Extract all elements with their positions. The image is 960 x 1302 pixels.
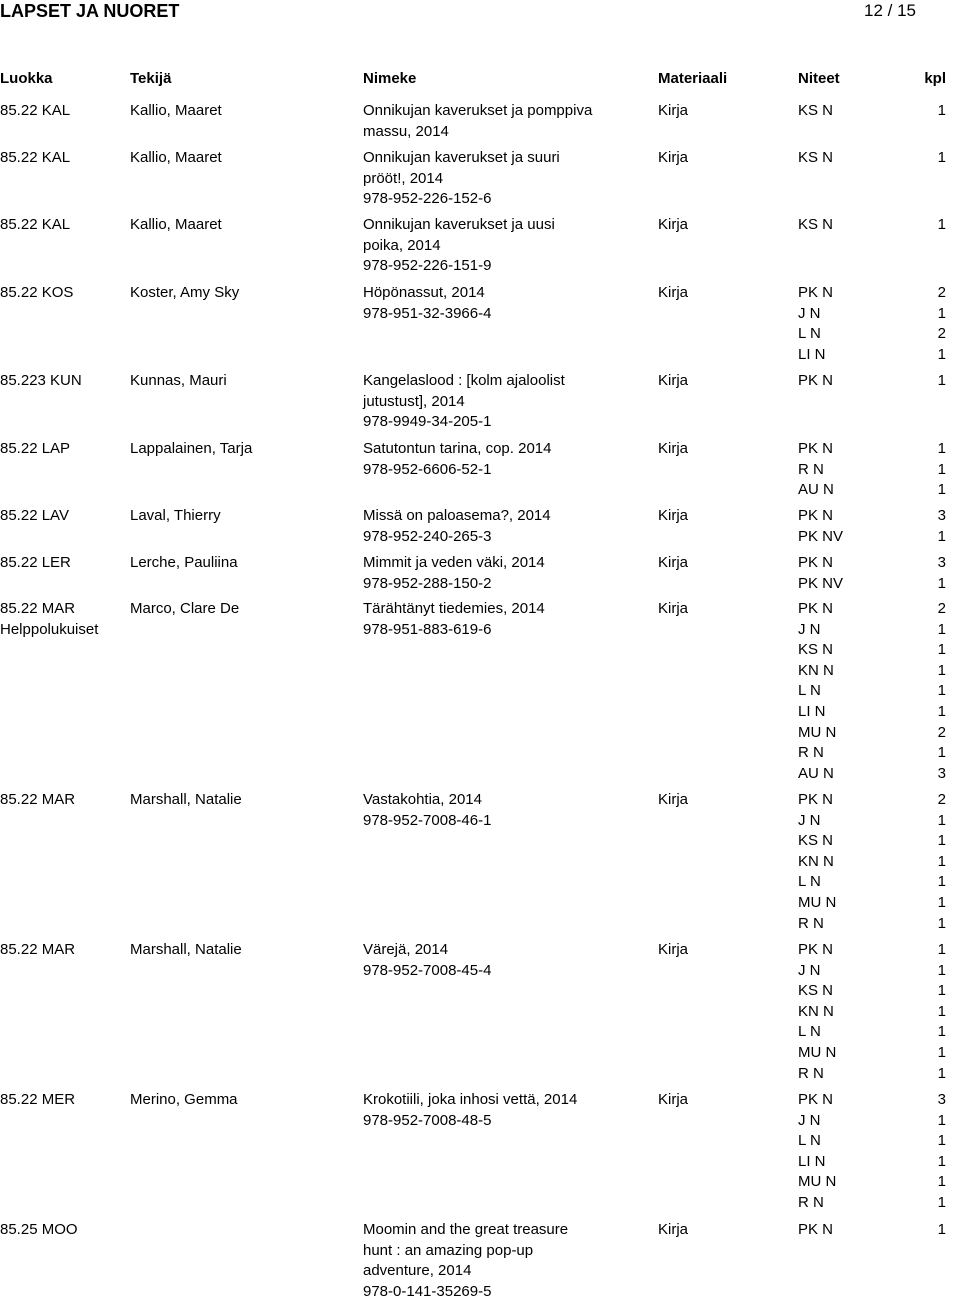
call-number: 85.22 KAL (0, 216, 71, 233)
author: Lappalainen, Tarja (130, 440, 253, 457)
copies-count-cell (938, 790, 946, 934)
copies-location: KS N (798, 832, 834, 850)
copies-location-cell (798, 599, 836, 784)
copies-count: 3 (937, 554, 946, 571)
copies-count: 1 (937, 1132, 946, 1150)
call-number-cell (0, 283, 73, 304)
copies-count-cell (938, 506, 946, 547)
author-cell (130, 506, 221, 527)
author: Koster, Amy Sky (130, 284, 240, 301)
copies-location: MU N (798, 723, 837, 741)
copies-location: PK NV (798, 574, 844, 592)
copies-location-cell (798, 506, 843, 547)
title-cell (363, 506, 653, 547)
material-type: Kirja (658, 149, 689, 166)
copies-count: 1 (937, 216, 946, 233)
call-number-cell (0, 599, 98, 640)
copies-count: 1 (937, 527, 946, 545)
copies-location: J N (798, 961, 821, 979)
copies-count: 1 (937, 440, 946, 457)
title: massu, 2014 (363, 122, 449, 140)
copies-count: 1 (937, 961, 946, 979)
material-type: Kirja (658, 554, 689, 571)
title: jutustust], 2014 (363, 392, 465, 410)
copies-location: PK N (798, 284, 834, 301)
author-cell (130, 371, 227, 392)
author: Kallio, Maaret (130, 102, 222, 119)
copies-location: PK N (798, 1221, 834, 1238)
copies-count: 2 (937, 723, 946, 741)
copies-location-cell (798, 790, 836, 934)
call-number-cell (0, 553, 71, 574)
title: Onnikujan kaverukset ja pomppiva (363, 102, 593, 119)
copies-location: PK NV (798, 527, 844, 545)
author: Kallio, Maaret (130, 216, 222, 233)
copies-count: 1 (937, 661, 946, 679)
title: Höpönassut, 2014 (363, 284, 485, 301)
title-cell (363, 283, 653, 324)
title: Moomin and the great treasure (363, 1221, 569, 1238)
call-number-cell (0, 790, 75, 811)
copies-count: 2 (937, 600, 946, 617)
title: 978-952-6606-52-1 (363, 460, 492, 478)
title: poika, 2014 (363, 236, 441, 254)
call-number: 85.22 LAP (0, 440, 71, 457)
copies-location: L N (798, 325, 821, 343)
column-header-nimeke: Nimeke (363, 70, 417, 87)
title: Satutontun tarina, cop. 2014 (363, 440, 552, 457)
copies-count: 3 (937, 507, 946, 524)
author-cell (130, 101, 222, 122)
copies-count: 1 (937, 1043, 946, 1061)
copies-location: PK N (798, 791, 834, 808)
title-cell (363, 553, 653, 594)
copies-location-cell (798, 940, 836, 1084)
call-number-cell (0, 148, 70, 169)
title-cell (363, 940, 653, 981)
author: Kunnas, Mauri (130, 372, 227, 389)
copies-location-cell (798, 148, 833, 169)
call-number: 85.22 MER (0, 1091, 76, 1108)
copies-count-cell (938, 371, 946, 392)
copies-count: 1 (937, 1064, 946, 1082)
title: Värejä, 2014 (363, 941, 449, 958)
page-number: 12 / 15 (864, 1, 916, 20)
copies-count: 1 (937, 481, 946, 499)
copies-location-cell (798, 101, 833, 122)
title-cell (363, 439, 653, 480)
copies-location: PK N (798, 600, 834, 617)
material-type: Kirja (658, 941, 689, 958)
copies-location: R N (798, 460, 824, 478)
copies-count: 2 (937, 791, 946, 808)
title: adventure, 2014 (363, 1262, 472, 1280)
call-number: 85.22 LER (0, 554, 71, 571)
call-number: 85.25 MOO (0, 1221, 78, 1238)
author: Marco, Clare De (130, 600, 240, 617)
copies-location: PK N (798, 554, 834, 571)
title: Krokotiili, joka inhosi vettä, 2014 (363, 1091, 578, 1108)
copies-count-cell (938, 101, 946, 122)
column-header-luokka: Luokka (0, 70, 53, 87)
copies-location-cell (798, 439, 834, 501)
copies-location: J N (798, 1111, 821, 1129)
copies-location: L N (798, 873, 821, 891)
author-cell (130, 439, 252, 460)
copies-count: 1 (937, 149, 946, 166)
copies-location-cell (798, 1090, 836, 1214)
copies-location: LI N (798, 1152, 826, 1170)
copies-location: KS N (798, 982, 834, 1000)
copies-count: 1 (937, 893, 946, 911)
copies-count: 1 (937, 1193, 946, 1211)
copies-location: MU N (798, 1173, 837, 1191)
copies-count: 1 (937, 982, 946, 1000)
author-cell (130, 148, 222, 169)
copies-count: 1 (937, 1023, 946, 1041)
copies-location: KS N (798, 641, 834, 659)
title-cell (363, 101, 653, 142)
title-cell (363, 148, 653, 210)
copies-count: 1 (937, 682, 946, 700)
copies-count: 1 (937, 832, 946, 850)
title: 978-951-883-619-6 (363, 620, 492, 638)
author-cell (130, 553, 238, 574)
copies-count: 1 (937, 620, 946, 638)
copies-count: 1 (937, 304, 946, 322)
copies-location: KN N (798, 852, 834, 870)
title: 978-952-7008-45-4 (363, 961, 492, 979)
copies-count: 1 (937, 1002, 946, 1020)
copies-count: 2 (937, 284, 946, 301)
copies-count: 3 (937, 764, 946, 782)
copies-count: 3 (937, 1091, 946, 1108)
material-type: Kirja (658, 507, 689, 524)
copies-location: PK N (798, 372, 834, 389)
copies-location-cell (798, 1220, 833, 1241)
copies-location: KS N (798, 216, 834, 233)
call-number: 85.22 MAR (0, 791, 76, 808)
copies-count: 1 (937, 345, 946, 363)
copies-location-cell (798, 553, 843, 594)
column-header-materiaali: Materiaali (658, 70, 728, 87)
copies-count: 1 (937, 641, 946, 659)
title-cell (363, 1090, 653, 1131)
title: 978-952-7008-46-1 (363, 811, 492, 829)
title: 978-0-141-35269-5 (363, 1282, 492, 1300)
copies-count: 1 (937, 914, 946, 932)
copies-location: L N (798, 682, 821, 700)
copies-count: 1 (937, 102, 946, 119)
material-type: Kirja (658, 600, 689, 617)
material-type: Kirja (658, 102, 689, 119)
copies-location: R N (798, 744, 824, 762)
copies-location: AU N (798, 764, 834, 782)
copies-location: AU N (798, 481, 834, 499)
copies-location: R N (798, 1064, 824, 1082)
call-number: 85.223 KUN (0, 372, 82, 389)
copies-location: KS N (798, 102, 834, 119)
title: Tärähtänyt tiedemies, 2014 (363, 600, 545, 617)
title: 978-952-240-265-3 (363, 527, 492, 545)
copies-count: 1 (937, 852, 946, 870)
copies-location-cell (798, 283, 833, 365)
copies-location-cell (798, 215, 833, 236)
title: Kangelaslood : [kolm ajaloolist (363, 372, 565, 389)
title-cell (363, 215, 653, 277)
copies-location: J N (798, 620, 821, 638)
call-number-cell (0, 439, 70, 460)
title-cell (363, 599, 653, 640)
call-number: 85.22 MAR (0, 941, 76, 958)
author-cell (130, 790, 242, 811)
copies-count: 1 (937, 811, 946, 829)
author: Lerche, Pauliina (130, 554, 238, 571)
call-number-cell (0, 371, 82, 392)
material-type: Kirja (658, 440, 689, 457)
copies-count: 1 (937, 941, 946, 958)
copies-location: J N (798, 304, 821, 322)
copies-location: J N (798, 811, 821, 829)
copies-location: KN N (798, 1002, 834, 1020)
copies-location: PK N (798, 507, 834, 524)
author-cell (130, 940, 242, 961)
copies-count: 1 (937, 460, 946, 478)
copies-count-cell (938, 1090, 946, 1214)
title: 978-952-226-152-6 (363, 190, 492, 208)
column-header-niteet: Niteet (798, 70, 840, 87)
author-cell (130, 1090, 238, 1111)
copies-location: LI N (798, 702, 826, 720)
author-cell (130, 599, 239, 620)
copies-count: 1 (937, 574, 946, 592)
copies-location: LI N (798, 345, 826, 363)
copies-count: 1 (937, 702, 946, 720)
call-number: 85.22 KOS (0, 284, 74, 301)
title: 978-952-288-150-2 (363, 574, 492, 592)
title-cell (363, 371, 653, 433)
copies-count-cell (938, 553, 946, 594)
title: 978-952-226-151-9 (363, 257, 492, 275)
copies-location: PK N (798, 440, 834, 457)
column-header-kpl: kpl (924, 70, 946, 87)
author: Laval, Thierry (130, 507, 221, 524)
title-cell (363, 1220, 653, 1302)
author: Marshall, Natalie (130, 941, 242, 958)
copies-count-cell (938, 148, 946, 169)
copies-count-cell (938, 439, 946, 501)
copies-count: 1 (937, 1111, 946, 1129)
author: Marshall, Natalie (130, 791, 242, 808)
copies-location: L N (798, 1023, 821, 1041)
material-type: Kirja (658, 791, 689, 808)
title: Missä on paloasema?, 2014 (363, 507, 551, 524)
call-number: 85.22 LAV (0, 507, 69, 524)
call-number-cell (0, 940, 75, 961)
copies-location: MU N (798, 893, 837, 911)
title: Mimmit ja veden väki, 2014 (363, 554, 545, 571)
title-cell (363, 790, 653, 831)
copies-count-cell (938, 283, 946, 365)
copies-count: 2 (937, 325, 946, 343)
author: Merino, Gemma (130, 1091, 238, 1108)
call-number: 85.22 KAL (0, 149, 71, 166)
copies-count-cell (938, 940, 946, 1084)
copies-location: MU N (798, 1043, 837, 1061)
copies-location: L N (798, 1132, 821, 1150)
copies-location: KN N (798, 661, 834, 679)
material-type: Kirja (658, 1091, 689, 1108)
copies-location: PK N (798, 1091, 834, 1108)
title: Onnikujan kaverukset ja uusi (363, 216, 555, 233)
title: Onnikujan kaverukset ja suuri (363, 149, 560, 166)
section-title: LAPSET JA NUORET (0, 1, 180, 21)
author: Kallio, Maaret (130, 149, 222, 166)
call-number: 85.22 KAL (0, 102, 71, 119)
copies-count-cell (938, 599, 946, 784)
material-type: Kirja (658, 284, 689, 301)
copies-count: 1 (937, 372, 946, 389)
copies-count: 1 (937, 744, 946, 762)
column-header-tekija: Tekijä (130, 70, 172, 87)
copies-count-cell (938, 1220, 946, 1241)
call-number-cell (0, 101, 70, 122)
call-number: Helppolukuiset (0, 620, 99, 638)
copies-location: KS N (798, 149, 834, 166)
copies-location: R N (798, 1193, 824, 1211)
author-cell (130, 215, 222, 236)
copies-count: 1 (937, 873, 946, 891)
copies-count-cell (938, 215, 946, 236)
call-number: 85.22 MAR (0, 600, 76, 617)
copies-count: 1 (937, 1221, 946, 1238)
copies-location: PK N (798, 941, 834, 958)
call-number-cell (0, 1090, 75, 1111)
call-number-cell (0, 506, 69, 527)
title: prööt!, 2014 (363, 169, 444, 187)
material-type: Kirja (658, 372, 689, 389)
title: 978-9949-34-205-1 (363, 413, 492, 431)
copies-count: 1 (937, 1152, 946, 1170)
title: hunt : an amazing pop-up (363, 1241, 534, 1259)
title: 978-952-7008-48-5 (363, 1111, 492, 1129)
material-type: Kirja (658, 216, 689, 233)
author-cell (130, 283, 239, 304)
copies-location-cell (798, 371, 833, 392)
copies-location: R N (798, 914, 824, 932)
call-number-cell (0, 215, 70, 236)
copies-count: 1 (937, 1173, 946, 1191)
title: Vastakohtia, 2014 (363, 791, 482, 808)
call-number-cell (0, 1220, 78, 1241)
title: 978-951-32-3966-4 (363, 304, 492, 322)
material-type: Kirja (658, 1221, 689, 1238)
